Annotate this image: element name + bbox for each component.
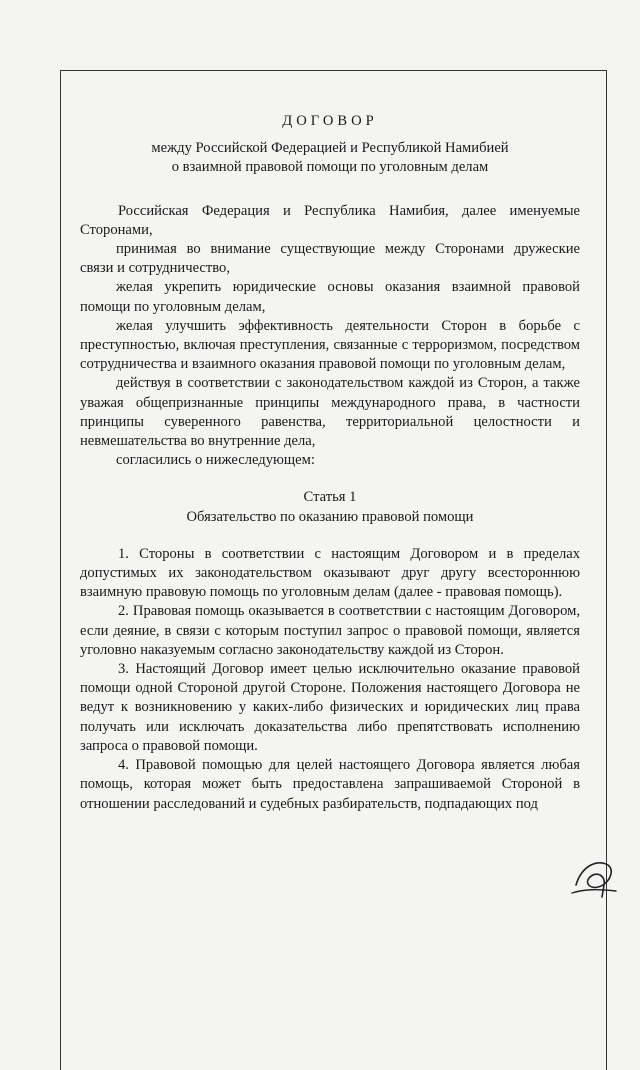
article-paragraph: 4. Правовой помощью для целей настоящего Договора является любая помощь, которая может быть предоставлена запрашиваемой Стороной в отношении расследований и судебных разбирательств, подпадающих под: [80, 757, 580, 812]
preamble-paragraph: согласились о нижеследующем:: [116, 452, 315, 469]
article-paragraph: 3. Настоящий Договор имеет целью исключительно оказание правовой помощи одной Стороной другой Стороне. Положения настоящего Договора не ведут к возникновению у каких-либо физических и юридических лиц права получать или исключать доказательства либо препятствовать исполнению запроса о правовой помощи.: [80, 661, 580, 754]
signature-initials: [568, 855, 620, 899]
preamble-paragraph: действуя в соответствии с законодательством каждой из Сторон, а также уважая общепризнанные принципы международного права, в частности принципы суверенного равенства, территориальной целостности и невмешательства во внутренние дела,: [80, 375, 580, 450]
document-body: [80, 100, 580, 814]
preamble-paragraph: Российская Федерация и Республика Намибия, далее именуемые Сторонами,: [80, 202, 580, 238]
document-title: ДОГОВОР: [282, 113, 378, 129]
article-number: Статья 1: [303, 489, 357, 506]
preamble-paragraph: желая улучшить эффективность деятельности Сторон в борьбе с преступностью, включая преступления, связанные с терроризмом, посредством сотрудничества и взаимного оказания правовой помощи по уголовным делам,: [80, 317, 580, 373]
document-subtitle-line2: о взаимной правовой помощи по уголовным делам: [171, 159, 489, 176]
article-paragraph: 2. Правовая помощь оказывается в соответствии с настоящим Договором, если деяние, в связи с которым поступил запрос о правовой помощи, является уголовно наказуемым согласно законодательству каждой из Сторон.: [80, 603, 580, 658]
preamble-paragraph: принимая во внимание существующие между Сторонами дружеские связи и сотрудничество,: [80, 241, 580, 277]
preamble-paragraph: желая укрепить юридические основы оказания взаимной правовой помощи по уголовным делам,: [80, 279, 580, 315]
article-paragraph: 1. Стороны в соответствии с настоящим Договором и в пределах допустимых их законодательством оказывают друг другу всестороннюю взаимную правовую помощь по уголовным делам (далее - правовая помощь).: [80, 545, 580, 601]
article-title: Обязательство по оказанию правовой помощи: [186, 508, 474, 525]
document-subtitle-line1: между Российской Федерацией и Республикой Намибией: [151, 140, 509, 157]
corner-mark: [624, 60, 628, 64]
